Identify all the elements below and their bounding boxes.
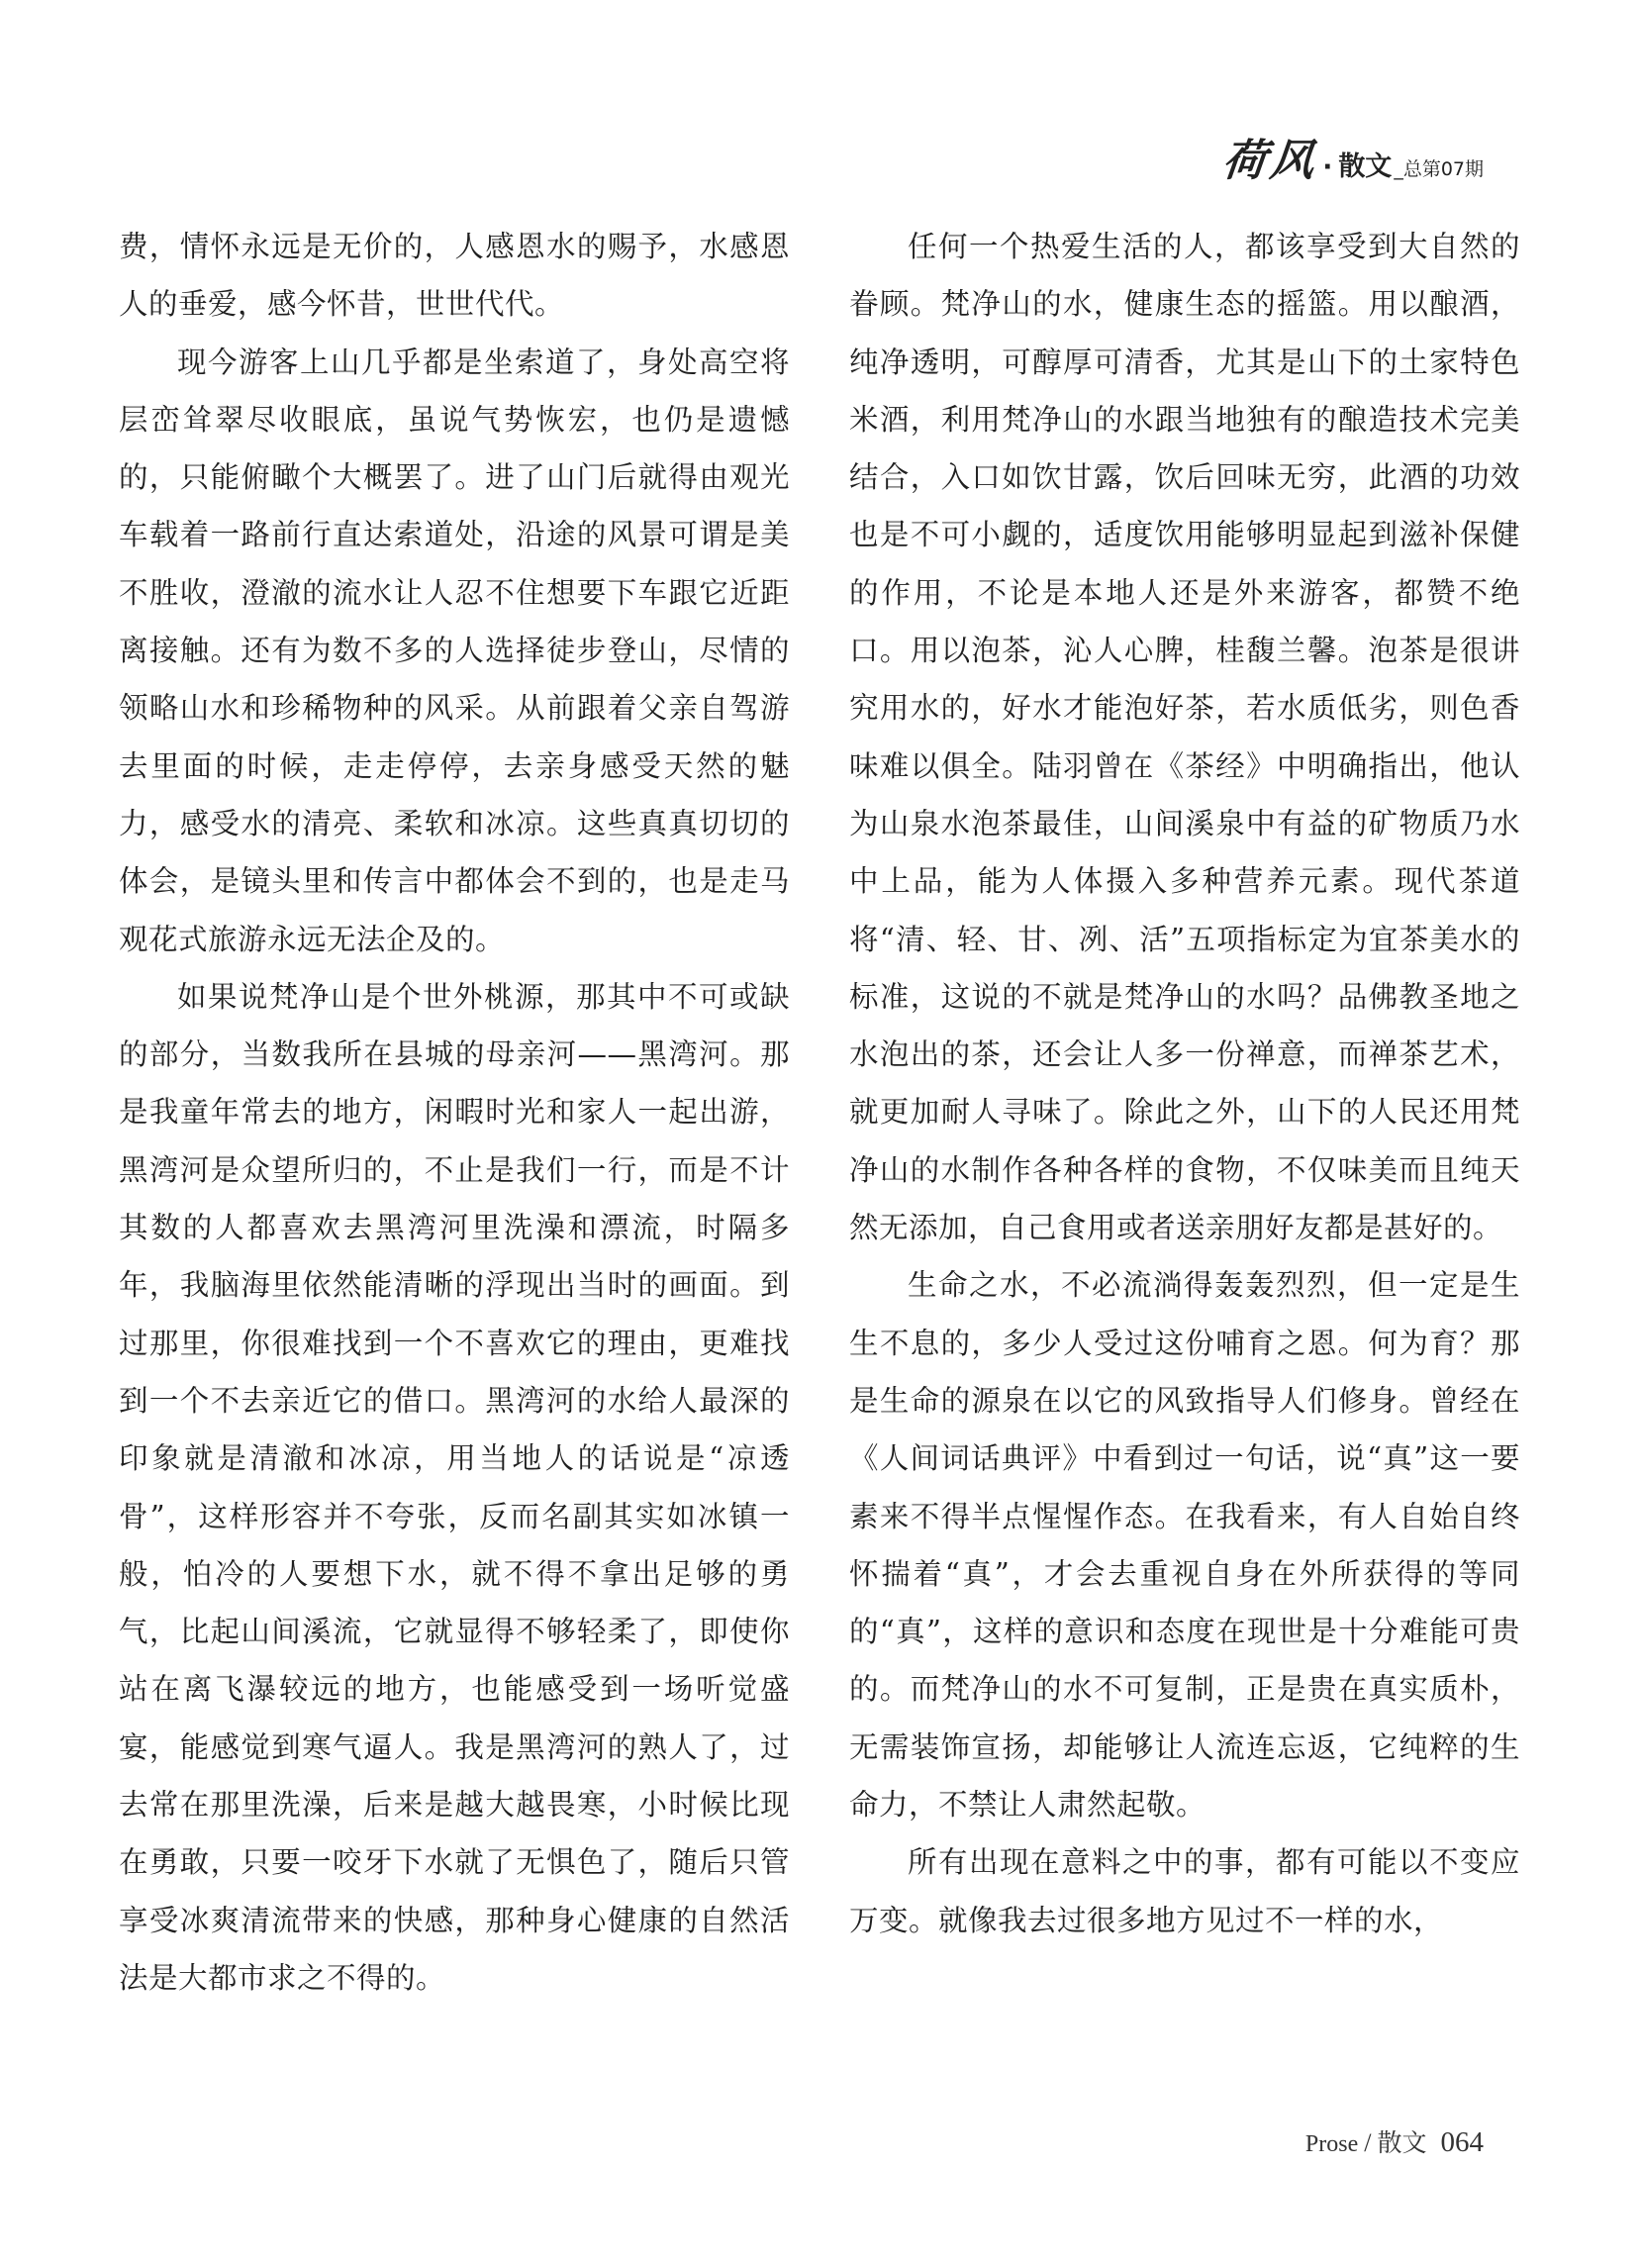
page-number: 064 <box>1440 2126 1484 2158</box>
right-column <box>849 218 1520 1949</box>
section-title: 散文 <box>1338 151 1393 182</box>
paragraph: 费，情怀永远是无价的，人感恩水的赐予，水感恩人的垂爱，感今怀昔，世世代代。 <box>119 230 790 322</box>
footer-chinese-title: 散文 <box>1377 2128 1427 2157</box>
paragraph: 所有出现在意料之中的事，都有可能以不变应万变。就像我去过很多地方见过不一样的水， <box>849 1845 1520 1937</box>
header-separator: · <box>1322 152 1333 182</box>
magazine-logo: 荷风 <box>1220 136 1321 186</box>
left-column <box>119 218 790 2007</box>
footer-slash: / <box>1364 2128 1372 2157</box>
paragraph: 现今游客上山几乎都是坐索道了，身处高空将层峦耸翠尽收眼底，虽说气势恢宏，也仍是遗憾的，只能俯瞰个大概罢了。进了山门后就得由观光车载着一路前行直达索道处，沿途的风景可谓是美不胜收，澄澈的流水让人忍不住想要下车跟它近距离接触。还有为数不多的人选择徒步登山，尽情的领略山水和珍稀物种的风采。从前跟着父亲自驾游去里面的时候，走走停停，去亲身感受天然的魅力，感受水的清亮、柔软和冰凉。这些真真切切的体会，是镜头里和传言中都体会不到的，也是走马观花式旅游永远无法企及的。 <box>119 345 790 956</box>
page-header <box>1220 125 1484 188</box>
issue-number: _总第07期 <box>1394 158 1484 180</box>
footer-english-title: Prose <box>1304 2131 1359 2157</box>
paragraph: 任何一个热爱生活的人，都该享受到大自然的眷顾。梵净山的水，健康生态的摇篮。用以酿酒，纯净透明，可醇厚可清香，尤其是山下的土家特色米酒，利用梵净山的水跟当地独有的酿造技术完美结合，入口如饮甘露，饮后回味无穷，此酒的功效也是不可小觑的，适度饮用能够明显起到滋补保健的作用，不论是本地人还是外来游客，都赞不绝口。用以泡茶，沁人心脾，桂馥兰馨。泡茶是很讲究用水的，好水才能泡好茶，若水质低劣，则色香味难以俱全。陆羽曾在《茶经》中明确指出，他认为山泉水泡茶最佳，山间溪泉中有益的矿物质乃水中上品，能为人体摄入多种营养元素。现代茶道将“清、轻、甘、冽、活”五项指标定为宜茶美水的标准，这说的不就是梵净山的水吗？品佛教圣地之水泡出的茶，还会让人多一份禅意，而禅茶艺术，就更加耐人寻味了。除此之外，山下的人民还用梵净山的水制作各种各样的食物，不仅味美而且纯天然无添加，自己食用或者送亲朋好友都是甚好的。 <box>849 230 1520 1245</box>
page-footer <box>1305 2123 1484 2159</box>
paragraph: 如果说梵净山是个世外桃源，那其中不可或缺的部分，当数我所在县城的母亲河——黑湾河。那是我童年常去的地方，闲暇时光和家人一起出游，黑湾河是众望所归的，不止是我们一行，而是不计其数的人都喜欢去黑湾河里洗澡和漂流，时隔多年，我脑海里依然能清晰的浮现出当时的画面。到过那里，你很难找到一个不喜欢它的理由，更难找到一个不去亲近它的借口。黑湾河的水给人最深的印象就是清澈和冰凉，用当地人的话说是“凉透骨”，这样形容并不夸张，反而名副其实如冰镇一般，怕冷的人要想下水，就不得不拿出足够的勇气，比起山间溪流，它就显得不够轻柔了，即使你站在离飞瀑较远的地方，也能感受到一场听觉盛宴，能感觉到寒气逼人。我是黑湾河的熟人了，过去常在那里洗澡，后来是越大越畏寒，小时候比现在勇敢，只要一咬牙下水就了无惧色了，随后只管享受冰爽清流带来的快感，那种身心健康的自然活法是大都市求之不得的。 <box>119 979 790 1995</box>
paragraph: 生命之水，不必流淌得轰轰烈烈，但一定是生生不息的，多少人受过这份哺育之恩。何为育？那是生命的源泉在以它的风致指导人们修身。曾经在《人间词话典评》中看到过一句话，说“真”这一要素来不得半点惺惺作态。在我看来，有人自始自终怀揣着“真”，才会去重视自身在外所获得的等同的“真”，这样的意识和态度在现世是十分难能可贵的。而梵净山的水不可复制，正是贵在真实质朴，无需装饰宣扬，却能够让人流连忘返，它纯粹的生命力，不禁让人肃然起敬。 <box>849 1268 1520 1823</box>
